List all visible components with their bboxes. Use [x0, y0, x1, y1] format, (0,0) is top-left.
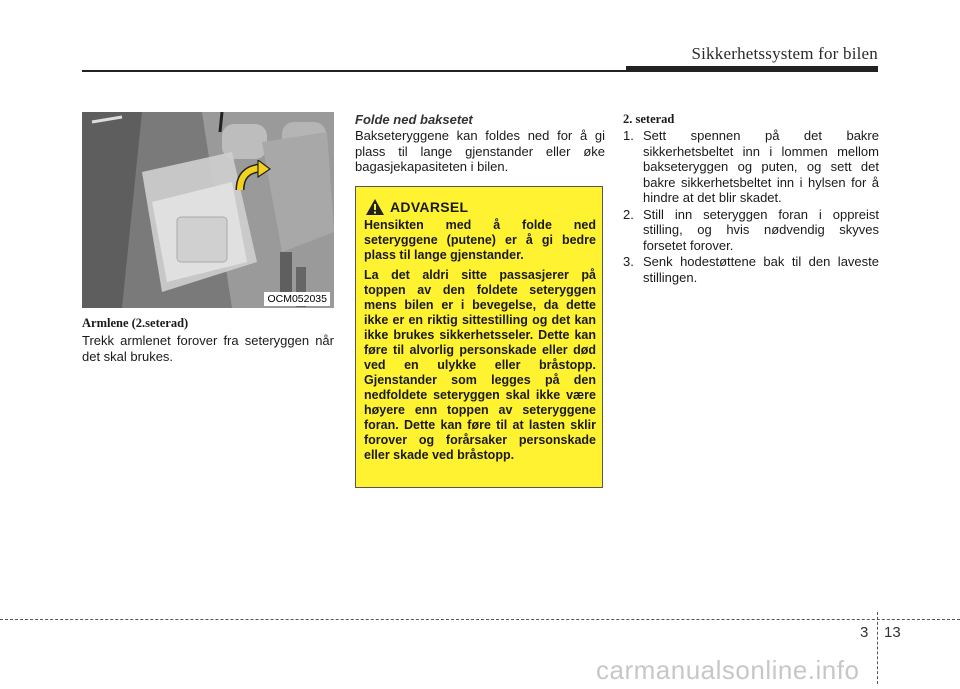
- fold-heading: Folde ned baksetet: [355, 112, 473, 127]
- step-text: Senk hodestøttene bak til den laveste stillingen.: [643, 254, 879, 285]
- footer-rule: [0, 619, 960, 620]
- warning-box: [355, 186, 603, 488]
- armrest-heading: Armlene (2.seterad): [82, 316, 189, 330]
- warning-triangle-icon: [366, 199, 384, 215]
- second-row-steps: [623, 128, 879, 286]
- fold-body: Bakseteryggene kan foldes ned for å gi plass til lange gjenstander eller øke bagasjekapasiteten i bilen.: [355, 128, 605, 174]
- step-text: Still inn seteryggen foran i oppreist stilling, og hvis nødvendig skyves forsetet forover.: [643, 206, 879, 253]
- second-row-heading: 2. seterad: [623, 112, 675, 126]
- list-item: [623, 207, 879, 254]
- warning-paragraph-1: Hensikten med å folde ned seteryggene (putene) er å gi bedre plass til lange gjenstander.: [364, 218, 596, 262]
- figure-code: OCM052035: [264, 292, 330, 306]
- page-header-title: Sikkerhetssystem for bilen: [691, 44, 878, 63]
- seat-illustration: [82, 112, 334, 308]
- header-rule-accent: [626, 66, 878, 72]
- step-number: 3.: [623, 254, 634, 269]
- footer-divider: [877, 612, 878, 684]
- armrest-photo: [82, 112, 334, 308]
- step-text: Sett spennen på det bakre sikkerhetsbeltet inn i lommen mellom bakseteryggen og puten, og sett det bakre sikkerhetsbeltet inn i hylsen for å hindre at det blir skadet.: [643, 128, 879, 205]
- warning-paragraph-2: La det aldri sitte passasjerer på toppen av den foldete seteryggen mens bilen er i bevegelse, da dette ikke er en riktig sittestilling og det kan ikke brukes sikkerhetsseler. Dette kan føre til alvorlig personskade eller død ved en ulykke eller bråstopp. Gjenstander som legges på den nedfoldete seteryggen skal ikke være høyere enn toppen av seteryggene foran. Dette kan føre til at lasten sklir forover og forårsaker personskade eller skade ved bråstopp.: [364, 268, 596, 462]
- armrest-body: Trekk armlenet forover fra seteryggen når det skal brukes.: [82, 333, 334, 364]
- warning-header: [366, 199, 596, 215]
- warning-title: ADVARSEL: [390, 199, 469, 215]
- watermark[interactable]: carmanualsonline.info: [596, 655, 860, 685]
- list-item: [623, 128, 879, 206]
- curved-arrow-icon: [232, 160, 272, 196]
- list-item: [623, 254, 879, 285]
- step-number: 2.: [623, 206, 634, 222]
- step-number: 1.: [623, 128, 634, 143]
- chapter-number: 3: [860, 624, 869, 641]
- page-number: 13: [884, 624, 901, 641]
